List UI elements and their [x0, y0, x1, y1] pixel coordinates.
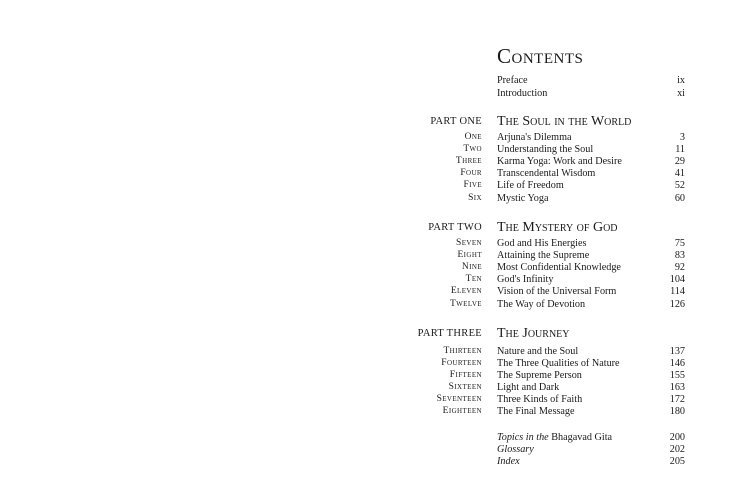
entry-title: Preface [497, 75, 528, 86]
entry-page: 92 [674, 262, 685, 273]
entry-title: Attaining the Supreme [497, 250, 590, 261]
entry-page: 114 [670, 286, 685, 297]
toc-entry[interactable] [0, 456, 737, 469]
toc-entry[interactable] [0, 180, 737, 193]
entry-title: Life of Freedom [497, 180, 564, 191]
chapter-number: Five [463, 180, 482, 190]
toc-entry[interactable] [0, 88, 737, 101]
entry-title: Introduction [497, 88, 548, 99]
entry-page: 172 [669, 394, 685, 405]
entry-page: 202 [669, 444, 685, 455]
part-label: PART ONE [430, 116, 482, 127]
entry-title-italic: Topics in the [497, 432, 549, 443]
entry-title: Three Kinds of Faith [497, 394, 583, 405]
chapter-number: Eight [457, 250, 482, 260]
entry-page: 60 [674, 193, 685, 204]
entry-page: 180 [669, 406, 685, 417]
entry-page: 200 [669, 432, 685, 443]
entry-title: Karma Yoga: Work and Desire [497, 156, 622, 167]
chapter-number: Four [460, 168, 482, 178]
chapter-number: Eighteen [442, 406, 482, 416]
entry-title: Light and Dark [497, 382, 560, 393]
entry-page: 75 [674, 238, 685, 249]
entry-page: 163 [669, 382, 685, 393]
entry-title: God's Infinity [497, 274, 554, 285]
entry-page: xi [677, 88, 685, 99]
part-title: The Soul in the World [497, 114, 632, 129]
entry-title [497, 432, 612, 443]
entry-title: Mystic Yoga [497, 193, 549, 204]
chapter-number: One [464, 132, 482, 142]
chapter-number: Seven [456, 238, 482, 248]
part-heading [0, 114, 737, 130]
chapter-number: Twelve [449, 299, 482, 309]
entry-page: 29 [674, 156, 685, 167]
chapter-number: Nine [461, 262, 482, 272]
toc-entry[interactable] [0, 75, 737, 88]
part-heading [0, 220, 737, 236]
entry-title: Understanding the Soul [497, 144, 594, 155]
entry-title: Nature and the Soul [497, 346, 579, 357]
toc-entry[interactable] [0, 299, 737, 312]
chapter-number: Fourteen [441, 358, 482, 368]
chapter-number: Thirteen [443, 346, 482, 356]
entry-page: 126 [669, 299, 685, 310]
toc-entry[interactable] [0, 406, 737, 419]
entry-title: Transcendental Wisdom [497, 168, 596, 179]
entry-title: The Way of Devotion [497, 299, 586, 310]
chapter-number: Two [463, 144, 482, 154]
entry-page: ix [677, 75, 685, 86]
chapter-number: Six [468, 193, 482, 203]
entry-page: 104 [669, 274, 685, 285]
entry-page: 205 [669, 456, 685, 467]
chapter-number: Three [455, 156, 482, 166]
entry-title: The Supreme Person [497, 370, 582, 381]
page-title: Contents [497, 44, 584, 68]
toc-entry[interactable] [0, 286, 737, 299]
entry-title: Vision of the Universal Form [497, 286, 617, 297]
entry-page: 83 [674, 250, 685, 261]
chapter-number: Eleven [450, 286, 482, 296]
entry-title: The Three Qualities of Nature [497, 358, 620, 369]
part-title: The Mystery of God [497, 220, 618, 235]
chapter-number: Sixteen [448, 382, 482, 392]
chapter-number: Seventeen [436, 394, 482, 404]
entry-page: 11 [675, 144, 685, 155]
chapter-number: Ten [465, 274, 482, 284]
entry-page: 52 [674, 180, 685, 191]
part-label: PART TWO [428, 222, 482, 233]
entry-title-roman: Bhagavad Gita [548, 432, 613, 443]
entry-title: The Final Message [497, 406, 575, 417]
toc-entry[interactable] [0, 193, 737, 206]
part-title: The Journey [497, 326, 570, 341]
chapter-number: Fifteen [449, 370, 482, 380]
entry-page: 3 [679, 132, 685, 143]
entry-title: God and His Energies [497, 238, 587, 249]
part-heading [0, 326, 737, 342]
entry-page: 137 [669, 346, 685, 357]
entry-title: Index [497, 456, 520, 467]
entry-page: 146 [669, 358, 685, 369]
entry-title: Glossary [497, 444, 534, 455]
entry-title: Arjuna's Dilemma [497, 132, 572, 143]
entry-title: Most Confidential Knowledge [497, 262, 621, 273]
entry-page: 41 [674, 168, 685, 179]
part-label: PART THREE [417, 328, 482, 339]
entry-page: 155 [669, 370, 685, 381]
